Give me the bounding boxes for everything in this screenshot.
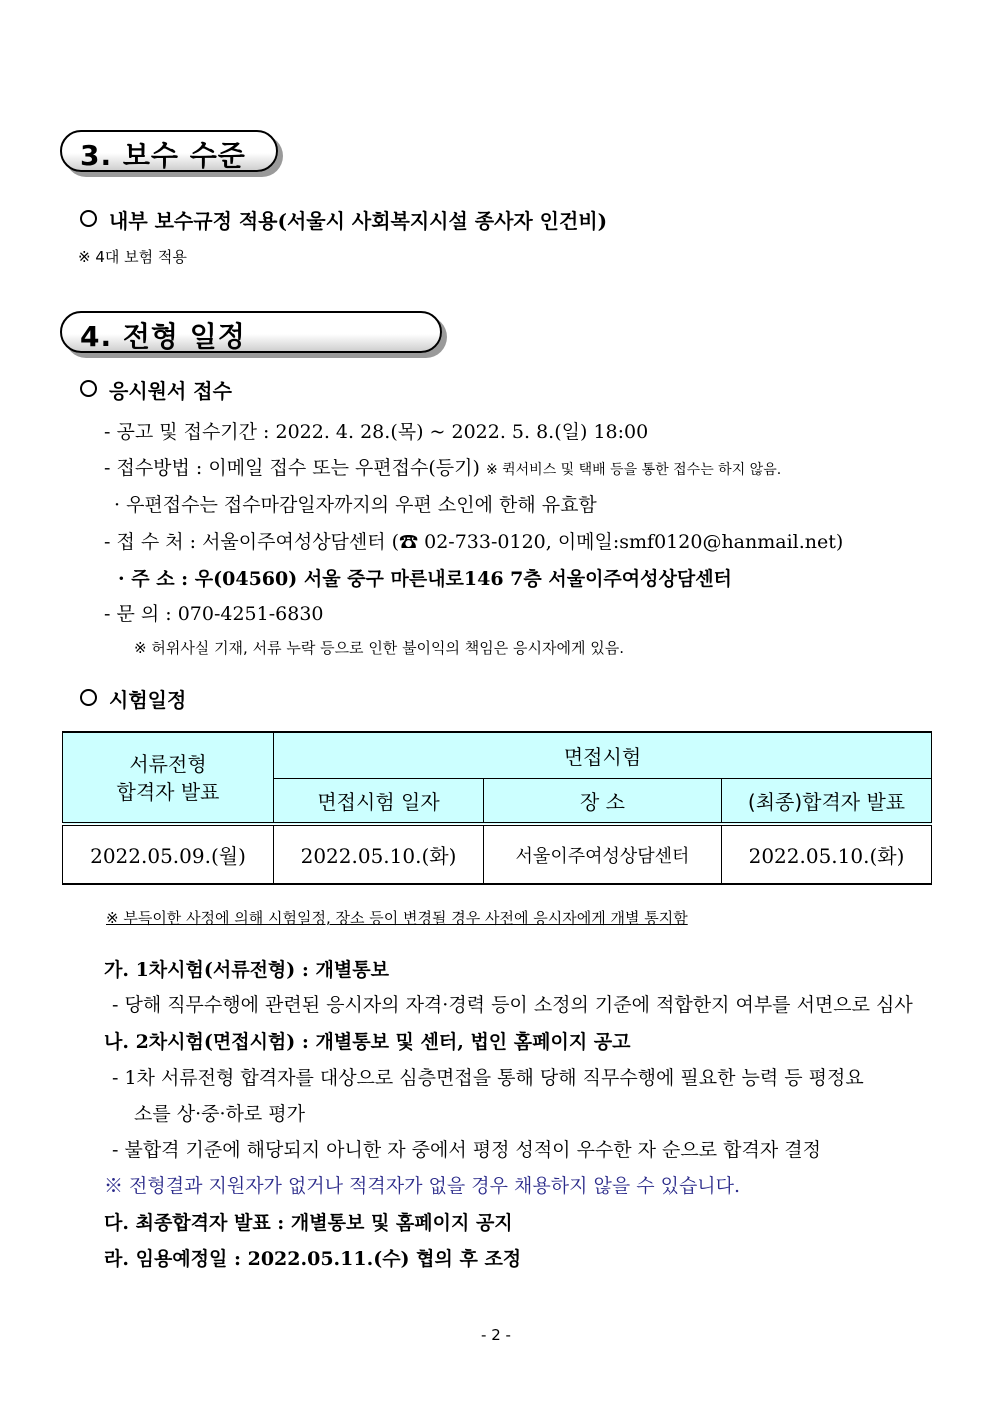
- exam-schedule-table: [62, 731, 932, 885]
- circle-bullet-icon: [80, 380, 97, 397]
- application-office: - 접 수 처 : 서울이주여성상담센터 (☎ 02-733-0120, 이메일:smf0120@hanmail.net): [104, 531, 844, 553]
- section3-bullet: [80, 205, 607, 234]
- application-address: · 주 소 : 우(04560) 서울 중구 마른내로146 7층 서울이주여성상담센터: [118, 568, 732, 590]
- header-interview: 면접시험: [274, 732, 932, 778]
- method-label: - 접수방법 :: [104, 457, 209, 479]
- step-ga-desc: - 당해 직무수행에 관련된 응시자의 자격·경력 등이 소정의 기준에 적합한지 여부를 서면으로 심사: [112, 994, 913, 1016]
- exam-heading-text: 시험일정: [109, 688, 187, 712]
- step-da: 다. 최종합격자 발표 : 개별통보 및 홈페이지 공지: [104, 1212, 513, 1234]
- postal-note: · 우편접수는 접수마감일자까지의 우편 소인에 한해 유효함: [114, 494, 597, 516]
- method-value: 이메일 접수 또는 우편접수(등기): [208, 457, 480, 479]
- step-ra: 라. 임용예정일 : 2022.05.11.(수) 협의 후 조정: [104, 1248, 522, 1270]
- section3-heading-box: [60, 130, 278, 172]
- application-warning: ※ 허위사실 기재, 서류 누락 등으로 인한 불이익의 책임은 응시자에게 있음.: [134, 639, 624, 657]
- header-final-result: (최종)합격자 발표: [722, 778, 932, 824]
- application-period: - 공고 및 접수기간 : 2022. 4. 28.(목) ~ 2022. 5. 8.(일) 18:00: [104, 421, 649, 443]
- header-doc-result: 서류전형 합격자 발표: [63, 732, 274, 824]
- exam-heading: [80, 684, 186, 713]
- section4-heading-box: [60, 311, 442, 353]
- header-interview-date: 면접시험 일자: [274, 778, 484, 824]
- section3-title: 3. 보수 수준: [80, 139, 246, 172]
- page-number: - 2 -: [481, 1326, 511, 1344]
- application-heading: [80, 375, 232, 404]
- header-place: 장 소: [484, 778, 722, 824]
- circle-bullet-icon: [80, 210, 97, 227]
- method-note: ※ 퀵서비스 및 택배 등을 통한 접수는 하지 않음.: [485, 462, 782, 478]
- step-ga: 가. 1차시험(서류전형) : 개별통보: [104, 959, 389, 981]
- step-na: 나. 2차시험(면접시험) : 개별통보 및 센터, 법인 홈페이지 공고: [104, 1031, 631, 1053]
- step-na-desc2: - 불합격 기준에 해당되지 아니한 자 중에서 평정 성적이 우수한 자 순으로 합격자 결정: [112, 1139, 821, 1161]
- cell-interview-date: 2022.05.10.(화): [274, 824, 484, 884]
- step-na-desc1: - 1차 서류전형 합격자를 대상으로 심층면접을 통해 당해 직무수행에 필요한 능력 등 평정요: [112, 1067, 864, 1089]
- cell-doc-date: 2022.05.09.(월): [63, 824, 274, 884]
- circle-bullet-icon: [80, 689, 97, 706]
- application-heading-text: 응시원서 접수: [109, 379, 232, 403]
- section3-bullet-text: 내부 보수규정 적용(서울시 사회복지시설 종사자 인건비): [109, 209, 608, 233]
- application-method: [104, 453, 781, 480]
- step-na-note: ※ 전형결과 지원자가 없거나 적격자가 없을 경우 채용하지 않을 수 있습니다.: [104, 1175, 741, 1197]
- cell-place: 서울이주여성상담센터: [484, 824, 722, 884]
- section4-title: 4. 전형 일정: [80, 320, 246, 353]
- application-contact: - 문 의 : 070-4251-6830: [104, 603, 324, 625]
- step-na-desc1b: 소를 상·중·하로 평가: [134, 1103, 305, 1125]
- change-note: ※ 부득이한 사정에 의해 시험일정, 장소 등이 변경될 경우 사전에 응시자에게 개별 통지함: [106, 909, 688, 927]
- cell-final-date: 2022.05.10.(화): [722, 824, 932, 884]
- section3-note: ※ 4대 보험 적용: [78, 248, 187, 266]
